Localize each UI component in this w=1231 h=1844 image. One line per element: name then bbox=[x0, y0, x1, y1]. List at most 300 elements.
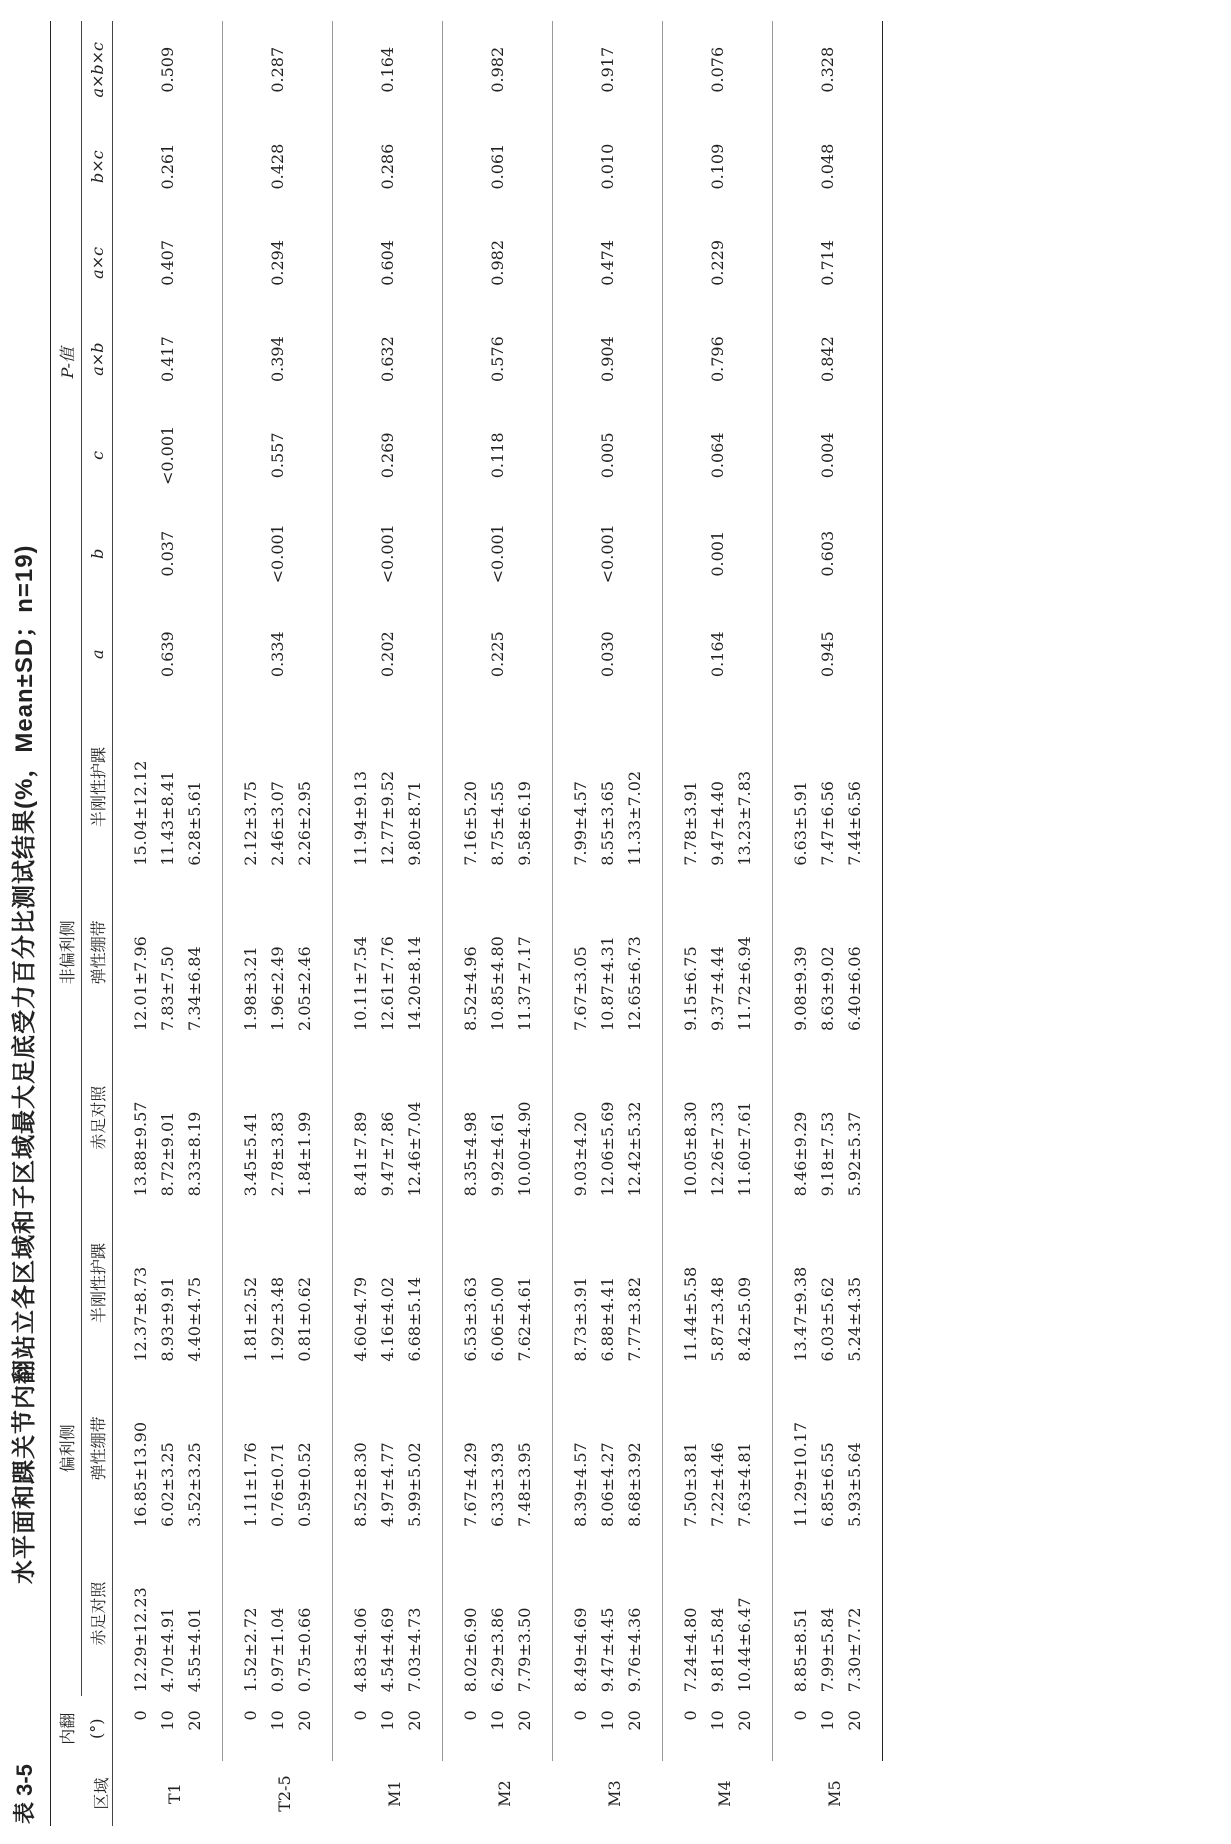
table-row bbox=[223, 21, 265, 1826]
table-row bbox=[401, 21, 443, 1826]
value-cell: 11.94±9.13 bbox=[351, 770, 370, 866]
p-value-cell: 0.428 bbox=[268, 143, 287, 190]
p-value-cell: 0.118 bbox=[488, 432, 507, 479]
p-value-cell: 0.048 bbox=[818, 143, 837, 190]
value-cell: 4.16±4.02 bbox=[378, 1277, 397, 1362]
value-cell: 8.55±3.65 bbox=[598, 781, 617, 866]
value-cell: 11.29±10.17 bbox=[791, 1421, 810, 1527]
p-value-cell bbox=[621, 311, 663, 407]
value-cell: 7.99±5.84 bbox=[818, 1607, 837, 1693]
p-value-cell bbox=[511, 604, 553, 704]
p-value-cell bbox=[113, 215, 155, 311]
value-cell: 11.72±6.94 bbox=[731, 870, 773, 1035]
value-cell: 8.75±4.55 bbox=[488, 781, 507, 866]
table-row bbox=[374, 21, 401, 1826]
p-value-header: P-值 bbox=[51, 21, 82, 704]
value-cell: 15.04±12.12 bbox=[131, 760, 150, 866]
value-cell: 7.34±6.84 bbox=[181, 870, 223, 1035]
value-cell: 7.03±4.73 bbox=[401, 1531, 443, 1696]
p-value-cell: 0.064 bbox=[708, 432, 727, 479]
p-value-cell: 0.294 bbox=[268, 239, 287, 286]
p-value-cell bbox=[553, 311, 595, 407]
table-row bbox=[443, 21, 485, 1826]
angle-cell: 0 bbox=[791, 1710, 810, 1721]
value-cell: 12.61±7.76 bbox=[378, 936, 397, 1032]
region-cell: M3 bbox=[605, 1780, 624, 1807]
value-cell: 6.06±5.00 bbox=[488, 1277, 507, 1362]
angle-cell: 20 bbox=[291, 1696, 333, 1761]
value-cell: 7.78±3.91 bbox=[681, 781, 700, 866]
value-cell: 6.40±6.06 bbox=[841, 870, 883, 1035]
p-value-cell bbox=[841, 407, 883, 503]
p-value-cell bbox=[333, 604, 375, 704]
p-value-cell bbox=[401, 407, 443, 503]
p-value-cell: 0.005 bbox=[598, 432, 617, 479]
value-cell: 8.72±9.01 bbox=[158, 1111, 177, 1197]
p-value-cell bbox=[223, 119, 265, 215]
p-value-cell bbox=[223, 504, 265, 604]
region-cell: M4 bbox=[715, 1780, 734, 1807]
angle-cell: 0 bbox=[241, 1710, 260, 1721]
value-cell: 1.84±1.99 bbox=[291, 1035, 333, 1200]
p-col-header: a×b bbox=[82, 311, 113, 407]
value-cell: 11.60±7.61 bbox=[731, 1035, 773, 1200]
value-cell: 10.11±7.54 bbox=[351, 936, 370, 1032]
p-value-cell bbox=[621, 215, 663, 311]
value-cell: 12.06±5.69 bbox=[598, 1101, 617, 1197]
p-value-cell: <0.001 bbox=[158, 425, 177, 485]
p-value-cell bbox=[841, 21, 883, 119]
p-col-header: b×c bbox=[82, 119, 113, 215]
p-value-cell: 0.061 bbox=[488, 143, 507, 190]
p-value-cell bbox=[731, 119, 773, 215]
value-cell: 0.81±0.62 bbox=[291, 1200, 333, 1365]
value-cell: 6.85±6.55 bbox=[818, 1442, 837, 1527]
dominant-side-header: 偏利侧 bbox=[51, 1200, 82, 1696]
p-value-cell bbox=[511, 311, 553, 407]
region-cell: M2 bbox=[495, 1780, 514, 1807]
table-label: 表 3-5 bbox=[12, 1764, 37, 1824]
value-cell: 9.80±8.71 bbox=[401, 704, 443, 869]
angle-cell: 10 bbox=[818, 1710, 837, 1731]
value-cell: 7.79±3.50 bbox=[511, 1531, 553, 1696]
value-cell: 9.15±6.75 bbox=[681, 946, 700, 1032]
p-value-cell bbox=[841, 119, 883, 215]
p-value-cell: 0.474 bbox=[598, 239, 617, 286]
value-cell: 8.52±8.30 bbox=[351, 1442, 370, 1527]
p-value-cell bbox=[511, 119, 553, 215]
col-header: 半刚性护踝 bbox=[82, 1200, 113, 1365]
table-row bbox=[663, 21, 705, 1826]
value-cell: 1.98±3.21 bbox=[241, 946, 260, 1032]
value-cell: 8.39±4.57 bbox=[571, 1442, 590, 1527]
inversion-unit: (°) bbox=[82, 1696, 113, 1761]
value-cell: 0.59±0.52 bbox=[291, 1366, 333, 1531]
p-value-cell: 0.164 bbox=[708, 631, 727, 678]
p-value-cell: 0.286 bbox=[378, 143, 397, 190]
p-col-header: c bbox=[82, 407, 113, 503]
p-value-cell: 0.001 bbox=[708, 530, 727, 577]
p-value-cell bbox=[663, 604, 705, 704]
p-value-cell: 0.334 bbox=[268, 631, 287, 678]
value-cell: 8.41±7.89 bbox=[351, 1111, 370, 1197]
p-value-cell bbox=[773, 604, 815, 704]
value-cell: 9.76±4.36 bbox=[621, 1531, 663, 1696]
p-value-cell bbox=[443, 215, 485, 311]
p-value-cell bbox=[401, 119, 443, 215]
value-cell: 6.63±5.91 bbox=[791, 781, 810, 866]
region-header: 区域 bbox=[51, 1761, 113, 1826]
value-cell: 11.44±5.58 bbox=[681, 1266, 700, 1362]
table-row bbox=[154, 21, 181, 1826]
value-cell: 8.68±3.92 bbox=[621, 1366, 663, 1531]
angle-cell: 10 bbox=[708, 1710, 727, 1731]
table-row bbox=[181, 21, 223, 1826]
p-col-header: a×b×c bbox=[82, 21, 113, 119]
angle-cell: 10 bbox=[268, 1710, 287, 1731]
p-value-cell bbox=[773, 215, 815, 311]
p-value-cell bbox=[223, 604, 265, 704]
p-value-cell bbox=[841, 604, 883, 704]
value-cell: 16.85±13.90 bbox=[131, 1421, 150, 1527]
value-cell: 4.55±4.01 bbox=[181, 1531, 223, 1696]
value-cell: 7.62±4.61 bbox=[511, 1200, 553, 1365]
value-cell: 12.65±6.73 bbox=[621, 870, 663, 1035]
p-value-cell: 0.225 bbox=[488, 631, 507, 678]
p-value-cell bbox=[291, 21, 333, 119]
p-value-cell: <0.001 bbox=[488, 524, 507, 584]
value-cell: 6.02±3.25 bbox=[158, 1442, 177, 1527]
p-value-cell: 0.796 bbox=[708, 336, 727, 383]
value-cell: 9.08±9.39 bbox=[791, 946, 810, 1032]
value-cell: 8.49±4.69 bbox=[571, 1607, 590, 1693]
table-row bbox=[841, 21, 883, 1826]
p-value-cell bbox=[333, 504, 375, 604]
p-value-cell: 0.603 bbox=[818, 530, 837, 577]
p-value-cell bbox=[841, 311, 883, 407]
value-cell: 10.87±4.31 bbox=[598, 936, 617, 1032]
value-cell: 8.46±9.29 bbox=[791, 1111, 810, 1197]
value-cell: 10.05±8.30 bbox=[681, 1101, 700, 1197]
p-value-cell: <0.001 bbox=[268, 524, 287, 584]
value-cell: 11.37±7.17 bbox=[511, 870, 553, 1035]
table-row bbox=[704, 21, 731, 1826]
value-cell: 10.44±6.47 bbox=[731, 1531, 773, 1696]
value-cell: 9.03±4.20 bbox=[571, 1111, 590, 1197]
p-value-cell: 0.417 bbox=[158, 336, 177, 383]
col-header: 赤足对照 bbox=[82, 1035, 113, 1200]
table-row bbox=[484, 21, 511, 1826]
p-value-cell bbox=[773, 504, 815, 604]
value-cell: 7.22±4.46 bbox=[708, 1442, 727, 1527]
p-value-cell bbox=[663, 215, 705, 311]
p-value-cell bbox=[553, 119, 595, 215]
value-cell: 7.67±4.29 bbox=[461, 1442, 480, 1527]
value-cell: 8.02±6.90 bbox=[461, 1607, 480, 1693]
p-value-cell bbox=[773, 21, 815, 119]
value-cell: 10.85±4.80 bbox=[488, 936, 507, 1032]
p-value-cell: 0.904 bbox=[598, 336, 617, 383]
value-cell: 6.33±3.93 bbox=[488, 1442, 507, 1527]
table-row bbox=[731, 21, 773, 1826]
angle-cell: 10 bbox=[488, 1710, 507, 1731]
p-value-cell bbox=[181, 119, 223, 215]
value-cell: 9.58±6.19 bbox=[511, 704, 553, 869]
angle-cell: 20 bbox=[181, 1696, 223, 1761]
value-cell: 1.92±3.48 bbox=[268, 1277, 287, 1362]
p-value-cell bbox=[181, 311, 223, 407]
value-cell: 7.67±3.05 bbox=[571, 946, 590, 1032]
angle-cell: 0 bbox=[681, 1710, 700, 1721]
p-value-cell bbox=[553, 604, 595, 704]
p-value-cell bbox=[333, 311, 375, 407]
value-cell: 7.47±6.56 bbox=[818, 781, 837, 866]
table-body bbox=[113, 21, 883, 1826]
p-value-cell bbox=[401, 215, 443, 311]
p-value-cell bbox=[511, 215, 553, 311]
p-value-cell: 0.164 bbox=[378, 46, 397, 93]
p-value-cell: <0.001 bbox=[598, 524, 617, 584]
p-value-cell: 0.576 bbox=[488, 336, 507, 383]
col-header: 弹性绷带 bbox=[82, 870, 113, 1035]
p-value-cell: 0.982 bbox=[488, 46, 507, 93]
value-cell: 10.00±4.90 bbox=[511, 1035, 553, 1200]
p-value-cell bbox=[333, 215, 375, 311]
value-cell: 8.52±4.96 bbox=[461, 946, 480, 1032]
p-value-cell bbox=[731, 407, 773, 503]
p-value-cell: 0.982 bbox=[488, 239, 507, 286]
value-cell: 9.81±5.84 bbox=[708, 1607, 727, 1693]
p-value-cell bbox=[113, 311, 155, 407]
p-value-cell: 0.604 bbox=[378, 239, 397, 286]
p-value-cell bbox=[621, 119, 663, 215]
value-cell: 1.81±2.52 bbox=[241, 1277, 260, 1362]
table-row bbox=[814, 21, 841, 1826]
value-cell: 5.92±5.37 bbox=[841, 1035, 883, 1200]
p-value-cell: <0.001 bbox=[378, 524, 397, 584]
p-value-cell: 0.010 bbox=[598, 143, 617, 190]
value-cell: 9.47±4.45 bbox=[598, 1607, 617, 1693]
p-value-cell bbox=[291, 604, 333, 704]
p-col-header: a×c bbox=[82, 215, 113, 311]
p-value-cell bbox=[663, 311, 705, 407]
angle-cell: 10 bbox=[378, 1710, 397, 1731]
p-value-cell bbox=[553, 215, 595, 311]
p-value-cell bbox=[113, 604, 155, 704]
value-cell: 7.48±3.95 bbox=[511, 1366, 553, 1531]
angle-cell: 10 bbox=[158, 1710, 177, 1731]
p-value-cell bbox=[443, 504, 485, 604]
p-value-cell bbox=[333, 119, 375, 215]
p-value-cell: 0.076 bbox=[708, 46, 727, 93]
value-cell: 13.47±9.38 bbox=[791, 1266, 810, 1362]
value-cell: 13.23±7.83 bbox=[731, 704, 773, 869]
p-value-cell: 0.109 bbox=[708, 143, 727, 190]
value-cell: 8.06±4.27 bbox=[598, 1442, 617, 1527]
p-value-cell bbox=[773, 119, 815, 215]
p-value-cell: 0.037 bbox=[158, 530, 177, 577]
value-cell: 4.70±4.91 bbox=[158, 1607, 177, 1693]
value-cell: 7.16±5.20 bbox=[461, 781, 480, 866]
p-value-cell bbox=[291, 504, 333, 604]
value-cell: 12.01±7.96 bbox=[131, 936, 150, 1032]
p-value-cell bbox=[553, 407, 595, 503]
p-value-cell bbox=[553, 504, 595, 604]
value-cell: 8.33±8.19 bbox=[181, 1035, 223, 1200]
p-value-cell bbox=[181, 215, 223, 311]
value-cell: 12.42±5.32 bbox=[621, 1035, 663, 1200]
value-cell: 2.26±2.95 bbox=[291, 704, 333, 869]
p-value-cell bbox=[181, 604, 223, 704]
p-value-cell bbox=[223, 21, 265, 119]
p-value-cell bbox=[443, 119, 485, 215]
table-row bbox=[511, 21, 553, 1826]
p-value-cell: 0.202 bbox=[378, 631, 397, 678]
p-value-cell bbox=[773, 407, 815, 503]
value-cell: 8.35±4.98 bbox=[461, 1111, 480, 1197]
p-value-cell bbox=[113, 504, 155, 604]
p-value-cell: 0.229 bbox=[708, 239, 727, 286]
p-value-cell bbox=[291, 215, 333, 311]
value-cell: 11.33±7.02 bbox=[621, 704, 663, 869]
value-cell: 7.77±3.82 bbox=[621, 1200, 663, 1365]
p-value-cell: 0.004 bbox=[818, 432, 837, 479]
p-value-cell bbox=[553, 21, 595, 119]
value-cell: 12.46±7.04 bbox=[401, 1035, 443, 1200]
p-value-cell bbox=[181, 504, 223, 604]
p-value-cell: 0.394 bbox=[268, 336, 287, 383]
p-value-cell: 0.917 bbox=[598, 46, 617, 93]
value-cell: 9.18±7.53 bbox=[818, 1111, 837, 1197]
table-row bbox=[773, 21, 815, 1826]
p-value-cell bbox=[663, 504, 705, 604]
table-row bbox=[594, 21, 621, 1826]
region-cell: T1 bbox=[165, 1783, 185, 1804]
p-value-cell bbox=[291, 119, 333, 215]
inversion-header: 内翻 bbox=[57, 1712, 77, 1745]
value-cell: 8.85±8.51 bbox=[791, 1607, 810, 1693]
value-cell: 6.53±3.63 bbox=[461, 1277, 480, 1362]
value-cell: 8.63±9.02 bbox=[818, 946, 837, 1032]
value-cell: 7.44±6.56 bbox=[841, 704, 883, 869]
value-cell: 7.50±3.81 bbox=[681, 1442, 700, 1527]
p-value-cell: 0.945 bbox=[818, 631, 837, 678]
value-cell: 0.75±0.66 bbox=[291, 1531, 333, 1696]
value-cell: 6.28±5.61 bbox=[181, 704, 223, 869]
p-value-cell bbox=[401, 21, 443, 119]
table-row bbox=[333, 21, 375, 1826]
value-cell: 11.43±8.41 bbox=[158, 770, 177, 866]
angle-cell: 0 bbox=[351, 1710, 370, 1721]
value-cell: 5.93±5.64 bbox=[841, 1366, 883, 1531]
p-value-cell: 0.030 bbox=[598, 631, 617, 678]
angle-cell: 20 bbox=[841, 1696, 883, 1761]
value-cell: 8.73±3.91 bbox=[571, 1277, 590, 1362]
p-value-cell bbox=[841, 504, 883, 604]
p-value-cell bbox=[291, 311, 333, 407]
value-cell: 12.77±9.52 bbox=[378, 770, 397, 866]
value-cell: 0.76±0.71 bbox=[268, 1442, 287, 1527]
p-value-cell bbox=[401, 604, 443, 704]
value-cell: 1.52±2.72 bbox=[241, 1607, 260, 1693]
p-value-cell bbox=[731, 215, 773, 311]
p-value-cell bbox=[333, 21, 375, 119]
col-header: 弹性绷带 bbox=[82, 1366, 113, 1531]
p-value-cell bbox=[181, 21, 223, 119]
p-value-cell bbox=[401, 504, 443, 604]
p-value-cell bbox=[621, 21, 663, 119]
angle-cell: 20 bbox=[401, 1696, 443, 1761]
p-value-cell: 0.842 bbox=[818, 336, 837, 383]
value-cell: 4.60±4.79 bbox=[351, 1277, 370, 1362]
p-value-cell bbox=[443, 21, 485, 119]
value-cell: 2.78±3.83 bbox=[268, 1111, 287, 1197]
p-value-cell bbox=[621, 604, 663, 704]
value-cell: 6.03±5.62 bbox=[818, 1277, 837, 1362]
angle-cell: 20 bbox=[731, 1696, 773, 1761]
p-value-cell bbox=[511, 407, 553, 503]
p-value-cell: 0.287 bbox=[268, 46, 287, 93]
col-header: 赤足对照 bbox=[82, 1531, 113, 1696]
p-value-cell bbox=[663, 119, 705, 215]
p-value-cell bbox=[291, 407, 333, 503]
table-row bbox=[291, 21, 333, 1826]
region-cell: M1 bbox=[385, 1780, 404, 1807]
p-value-cell bbox=[333, 407, 375, 503]
p-value-cell bbox=[113, 21, 155, 119]
p-col-header: b bbox=[82, 504, 113, 604]
value-cell: 7.83±7.50 bbox=[158, 946, 177, 1032]
value-cell: 9.47±4.40 bbox=[708, 781, 727, 866]
p-value-cell: 0.509 bbox=[158, 46, 177, 93]
p-value-cell bbox=[401, 311, 443, 407]
p-value-cell bbox=[443, 407, 485, 503]
p-value-cell bbox=[731, 21, 773, 119]
value-cell: 7.99±4.57 bbox=[571, 781, 590, 866]
p-value-cell: 0.328 bbox=[818, 46, 837, 93]
p-value-cell: 0.632 bbox=[378, 336, 397, 383]
value-cell: 6.29±3.86 bbox=[488, 1607, 507, 1693]
angle-cell: 20 bbox=[621, 1696, 663, 1761]
p-value-cell bbox=[223, 215, 265, 311]
p-value-cell bbox=[113, 119, 155, 215]
value-cell: 14.20±8.14 bbox=[401, 870, 443, 1035]
p-value-cell: 0.269 bbox=[378, 432, 397, 479]
p-value-cell bbox=[663, 407, 705, 503]
p-value-cell bbox=[113, 407, 155, 503]
p-value-cell bbox=[181, 407, 223, 503]
results-table bbox=[50, 21, 883, 1826]
p-value-cell bbox=[731, 604, 773, 704]
value-cell: 12.37±8.73 bbox=[131, 1266, 150, 1362]
value-cell: 5.87±3.48 bbox=[708, 1277, 727, 1362]
value-cell: 9.92±4.61 bbox=[488, 1111, 507, 1197]
p-value-cell: 0.714 bbox=[818, 239, 837, 286]
table-row bbox=[264, 21, 291, 1826]
angle-cell: 0 bbox=[131, 1710, 150, 1721]
value-cell: 7.63±4.81 bbox=[731, 1366, 773, 1531]
p-value-cell: 0.557 bbox=[268, 432, 287, 479]
value-cell: 3.52±3.25 bbox=[181, 1366, 223, 1531]
value-cell: 13.88±9.57 bbox=[131, 1101, 150, 1197]
col-header: 半刚性护踝 bbox=[82, 704, 113, 869]
table-row bbox=[113, 21, 155, 1826]
value-cell: 4.97±4.77 bbox=[378, 1442, 397, 1527]
value-cell: 5.24±4.35 bbox=[841, 1200, 883, 1365]
p-value-cell bbox=[443, 604, 485, 704]
angle-cell: 0 bbox=[461, 1710, 480, 1721]
value-cell: 9.47±7.86 bbox=[378, 1111, 397, 1197]
